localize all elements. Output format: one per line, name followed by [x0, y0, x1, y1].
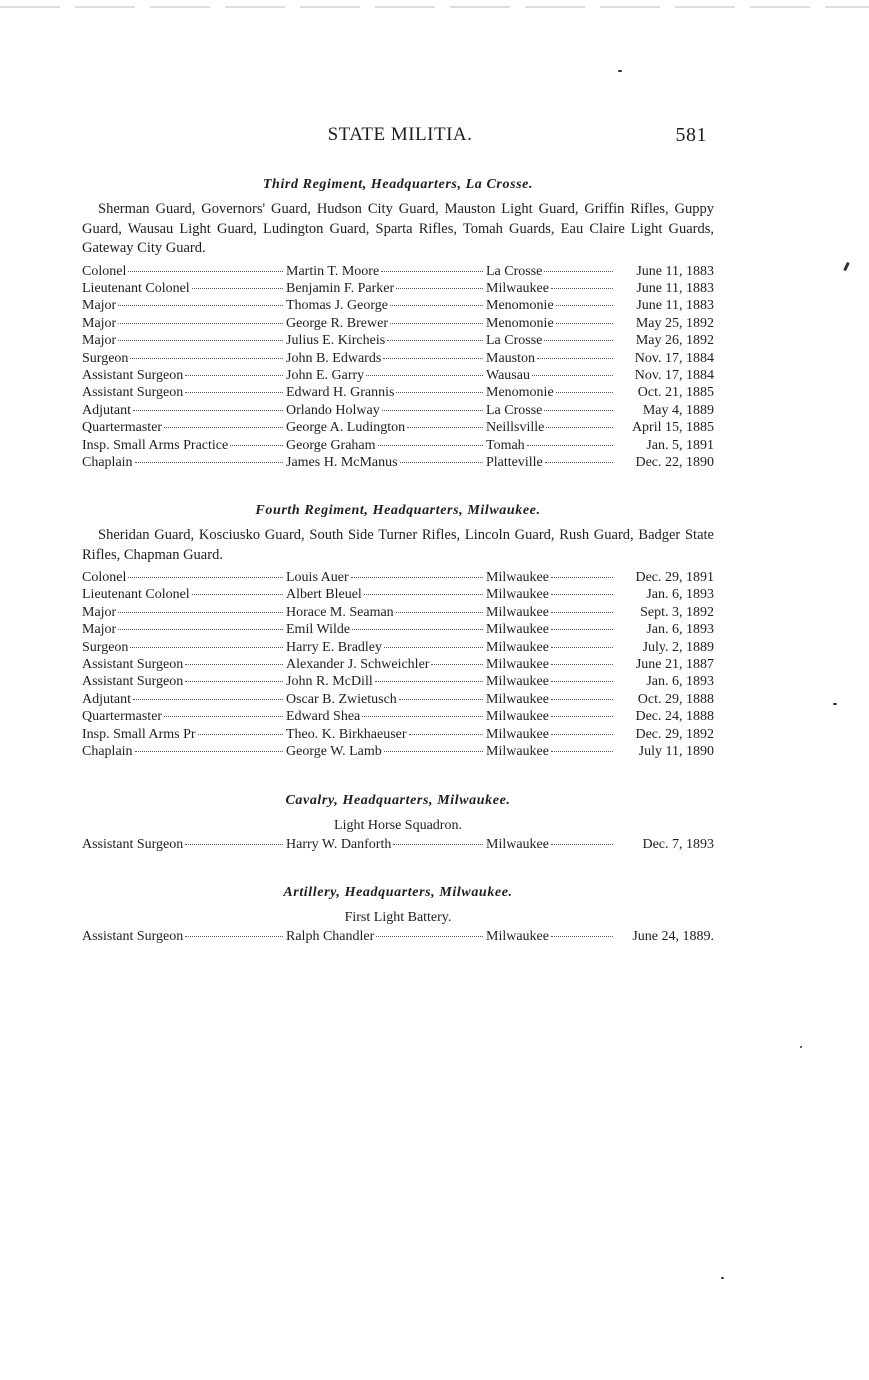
dot-leader: [390, 323, 483, 324]
officer-row: [82, 656, 714, 673]
officer-rank: Colonel: [82, 263, 127, 279]
section-cavalry: [82, 790, 714, 853]
officer-row: [82, 639, 714, 656]
dot-leader: [551, 936, 613, 937]
section-heading: Fourth Regiment, Headquarters, Milwaukee.: [255, 503, 541, 518]
commission-date: Dec. 24, 1888: [635, 709, 714, 725]
officer-row: [82, 419, 714, 436]
officer-residence: Milwaukee: [486, 622, 549, 638]
page-title: STATE MILITIA.: [327, 124, 473, 145]
officer-rank: Major: [82, 604, 117, 620]
section-subheading: First Light Battery.: [344, 910, 452, 925]
officer-residence: La Crosse: [486, 402, 543, 418]
dot-leader: [545, 462, 613, 463]
officer-rank: Lieutenant Colonel: [82, 587, 190, 603]
officer-residence: Menomonie: [486, 385, 554, 401]
officer-row: [82, 928, 714, 945]
commission-date: May 4, 1889: [642, 402, 714, 418]
commission-date: Jan. 6, 1893: [646, 674, 714, 690]
officer-residence: Milwaukee: [486, 709, 549, 725]
commission-date: June 21, 1887: [635, 657, 714, 673]
officer-name: Theo. K. Birkhaeuser: [286, 726, 407, 742]
dot-leader: [544, 340, 613, 341]
dot-leader: [118, 612, 283, 613]
commission-date: Dec. 29, 1891: [635, 570, 714, 585]
dot-leader: [546, 427, 613, 428]
section-subheading: Light Horse Squadron.: [334, 818, 462, 833]
officer-residence: Tomah: [486, 437, 525, 453]
officer-rank: Assistant Surgeon: [82, 929, 184, 944]
officer-rank: Lieutenant Colonel: [82, 280, 190, 296]
dot-leader: [384, 647, 483, 648]
dot-leader: [185, 392, 283, 393]
officer-rank: Adjutant: [82, 691, 131, 707]
companies-list: Sherman Guard, Governors' Guard, Hudson City Guard, Mauston Light Guard, Griffin Rifles, Guppy Guard, Wausau Light Guard, Ludington Guard, Sparta Rifles, Tomah Guards, Eau Claire Light Guards, Gateway City Guard.: [82, 201, 714, 256]
dot-leader: [133, 699, 283, 700]
dot-leader: [556, 305, 613, 306]
dot-leader: [366, 375, 483, 376]
dot-leader: [118, 340, 283, 341]
commission-date: July. 2, 1889: [642, 639, 714, 655]
officer-row: [82, 402, 714, 419]
commission-date: July 11, 1890: [638, 744, 714, 760]
section-third-regiment: [82, 174, 714, 471]
officer-residence: Milwaukee: [486, 604, 549, 620]
dot-leader: [362, 716, 483, 717]
commission-date: May 25, 1892: [635, 315, 714, 331]
officer-residence: La Crosse: [486, 263, 543, 279]
officer-row: [82, 726, 714, 743]
dot-leader: [396, 392, 483, 393]
dot-leader: [396, 612, 483, 613]
officer-name: Ralph Chandler: [286, 929, 375, 944]
dot-leader: [382, 410, 483, 411]
officer-row: [82, 604, 714, 621]
dot-leader: [185, 681, 283, 682]
commission-date: April 15, 1885: [631, 420, 714, 436]
officer-rank: Surgeon: [82, 639, 129, 655]
officer-residence: Milwaukee: [486, 744, 549, 760]
dot-leader: [551, 699, 613, 700]
officer-row: [82, 332, 714, 349]
dot-leader: [130, 647, 283, 648]
officer-name: Edward H. Grannis: [286, 385, 395, 401]
section-heading: Third Regiment, Headquarters, La Crosse.: [262, 177, 534, 192]
dot-leader: [192, 288, 283, 289]
officer-row: [82, 743, 714, 760]
running-header: [0, 124, 869, 150]
officer-name: Horace M. Seaman: [286, 604, 394, 620]
dot-leader: [135, 462, 283, 463]
dot-leader: [409, 734, 483, 735]
officer-name: Harry E. Bradley: [286, 639, 383, 655]
dot-leader: [537, 358, 613, 359]
dot-leader: [551, 288, 613, 289]
officer-name: John B. Edwards: [286, 350, 382, 366]
officer-name: George Graham: [286, 437, 376, 453]
officer-residence: Milwaukee: [486, 929, 549, 944]
commission-date: Jan. 6, 1893: [646, 587, 714, 603]
dot-leader: [364, 594, 483, 595]
dot-leader: [527, 445, 613, 446]
officer-residence: Milwaukee: [486, 691, 549, 707]
companies-list: Sheridan Guard, Kosciusko Guard, South Side Turner Rifles, Lincoln Guard, Rush Guard, Badger State Rifles, Chapman Guard.: [82, 527, 714, 563]
officer-name: George W. Lamb: [286, 744, 382, 760]
commission-date: June 11, 1883: [636, 298, 714, 314]
officer-residence: Milwaukee: [486, 674, 549, 690]
scan-speck: [833, 703, 837, 705]
officer-row: [82, 280, 714, 297]
officer-residence: Milwaukee: [486, 639, 549, 655]
dot-leader: [390, 305, 483, 306]
page-top-edge: [0, 6, 869, 8]
dot-leader: [133, 410, 283, 411]
officer-name: Albert Bleuel: [286, 587, 362, 603]
officer-row: [82, 708, 714, 725]
dot-leader: [198, 734, 283, 735]
dot-leader: [351, 577, 483, 578]
dot-leader: [381, 271, 483, 272]
officer-rows: [82, 569, 714, 760]
dot-leader: [185, 844, 283, 845]
dot-leader: [387, 340, 483, 341]
commission-date: Dec. 22, 1890: [635, 454, 714, 470]
officer-rank: Chaplain: [82, 454, 133, 470]
officer-row: [82, 454, 714, 471]
dot-leader: [185, 375, 283, 376]
commission-date: June 11, 1883: [636, 263, 714, 279]
officer-name: Harry W. Danforth: [286, 837, 392, 852]
dot-leader: [378, 445, 483, 446]
officer-table: [82, 569, 714, 760]
dot-leader: [551, 594, 613, 595]
officer-rank: Assistant Surgeon: [82, 385, 184, 401]
commission-date: May 26, 1892: [635, 333, 714, 349]
dot-leader: [118, 305, 283, 306]
dot-leader: [230, 445, 283, 446]
dot-leader: [164, 427, 283, 428]
dot-leader: [551, 716, 613, 717]
officer-residence: Milwaukee: [486, 726, 549, 742]
officer-rank: Assistant Surgeon: [82, 367, 184, 383]
officer-residence: Menomonie: [486, 298, 554, 314]
dot-leader: [551, 844, 613, 845]
dot-leader: [396, 288, 483, 289]
commission-date: Dec. 7, 1893: [642, 837, 714, 852]
officer-row: [82, 836, 714, 853]
officer-name: Benjamin F. Parker: [286, 280, 395, 296]
officer-residence: Neillsville: [486, 420, 545, 436]
commission-date: Jan. 5, 1891: [646, 437, 714, 453]
dot-leader: [556, 323, 613, 324]
dot-leader: [185, 936, 283, 937]
officer-row: [82, 673, 714, 690]
officer-residence: Milwaukee: [486, 280, 549, 296]
dot-leader: [556, 392, 613, 393]
officer-rank: Surgeon: [82, 350, 129, 366]
commission-date: Jan. 6, 1893: [646, 622, 714, 638]
dot-leader: [551, 734, 613, 735]
scan-speck: [618, 70, 622, 72]
commission-date: Nov. 17, 1884: [634, 350, 714, 366]
officer-name: James H. McManus: [286, 454, 398, 470]
officer-residence: Milwaukee: [486, 587, 549, 603]
scan-speck: [800, 1046, 802, 1048]
officer-residence: Milwaukee: [486, 570, 549, 585]
officer-row: [82, 621, 714, 638]
officer-name: Oscar B. Zwietusch: [286, 691, 397, 707]
officer-table: [82, 928, 714, 945]
officer-rank: Quartermaster: [82, 420, 163, 436]
dot-leader: [128, 577, 283, 578]
officer-rank: Chaplain: [82, 744, 133, 760]
dot-leader: [532, 375, 613, 376]
officer-residence: Wausau: [486, 367, 530, 383]
dot-leader: [185, 664, 283, 665]
officer-rank: Insp. Small Arms Pr: [82, 726, 196, 742]
officer-rank: Assistant Surgeon: [82, 674, 184, 690]
officer-residence: Mauston: [486, 350, 535, 366]
dot-leader: [551, 612, 613, 613]
officer-rank: Insp. Small Arms Practice: [82, 437, 229, 453]
dot-leader: [118, 629, 283, 630]
officer-name: John R. McDill: [286, 674, 373, 690]
officer-residence: Milwaukee: [486, 657, 549, 673]
officer-name: George A. Ludington: [286, 420, 406, 436]
dot-leader: [128, 271, 283, 272]
dot-leader: [551, 751, 613, 752]
officer-residence: La Crosse: [486, 333, 543, 349]
commission-date: Oct. 29, 1888: [637, 691, 714, 707]
section-heading: Artillery, Headquarters, Milwaukee.: [283, 885, 513, 900]
officer-rank: Adjutant: [82, 402, 131, 418]
officer-name: Emil Wilde: [286, 622, 351, 638]
officer-rank: Major: [82, 333, 117, 349]
dot-leader: [399, 699, 483, 700]
section-artillery: [82, 882, 714, 945]
scan-speck: [843, 262, 850, 271]
dot-leader: [383, 358, 483, 359]
dot-leader: [400, 462, 483, 463]
dot-leader: [551, 647, 613, 648]
officer-residence: Menomonie: [486, 315, 554, 331]
officer-name: George R. Brewer: [286, 315, 388, 331]
dot-leader: [352, 629, 483, 630]
commission-date: June 11, 1883: [636, 280, 714, 296]
officer-rows: [82, 928, 714, 945]
officer-rows: [82, 263, 714, 472]
commission-date: Oct. 21, 1885: [637, 385, 714, 401]
dot-leader: [376, 936, 483, 937]
dot-leader: [544, 271, 613, 272]
dot-leader: [164, 716, 283, 717]
dot-leader: [551, 629, 613, 630]
officer-row: [82, 263, 714, 280]
officer-rank: Major: [82, 622, 117, 638]
officer-rank: Major: [82, 315, 117, 331]
dot-leader: [375, 681, 483, 682]
dot-leader: [431, 664, 483, 665]
officer-residence: Milwaukee: [486, 837, 549, 852]
officer-name: Thomas J. George: [286, 298, 388, 314]
commission-date: Nov. 17, 1884: [634, 367, 714, 383]
dot-leader: [551, 664, 613, 665]
officer-row: [82, 586, 714, 603]
section-heading: Cavalry, Headquarters, Milwaukee.: [285, 793, 511, 808]
dot-leader: [130, 358, 283, 359]
officer-rank: Assistant Surgeon: [82, 657, 184, 673]
officer-name: Martin T. Moore: [286, 263, 380, 279]
commission-date: Sept. 3, 1892: [640, 604, 714, 620]
officer-row: [82, 569, 714, 586]
dot-leader: [551, 577, 613, 578]
officer-row: [82, 367, 714, 384]
officer-rank: Quartermaster: [82, 709, 163, 725]
officer-row: [82, 437, 714, 454]
officer-row: [82, 297, 714, 314]
page-number: 581: [675, 124, 707, 146]
commission-date: June 24, 1889.: [632, 929, 714, 944]
officer-table: [82, 836, 714, 853]
scan-speck: [721, 1277, 724, 1279]
officer-table: [82, 263, 714, 472]
dot-leader: [384, 751, 483, 752]
dot-leader: [192, 594, 283, 595]
officer-rank: Assistant Surgeon: [82, 837, 184, 852]
dot-leader: [393, 844, 483, 845]
commission-date: Dec. 29, 1892: [635, 726, 714, 742]
dot-leader: [544, 410, 613, 411]
officer-row: [82, 315, 714, 332]
dot-leader: [118, 323, 283, 324]
officer-rows: [82, 836, 714, 853]
officer-row: [82, 384, 714, 401]
dot-leader: [551, 681, 613, 682]
officer-name: Orlando Holway: [286, 402, 380, 418]
officer-row: [82, 691, 714, 708]
officer-name: Julius E. Kircheis: [286, 333, 386, 349]
officer-name: Louis Auer: [286, 570, 349, 585]
officer-rank: Colonel: [82, 570, 127, 585]
officer-rank: Major: [82, 298, 117, 314]
officer-name: Edward Shea: [286, 709, 361, 725]
section-fourth-regiment: [82, 500, 714, 760]
officer-name: Alexander J. Schweichler: [286, 657, 430, 673]
dot-leader: [407, 427, 483, 428]
officer-row: [82, 350, 714, 367]
officer-name: John E. Garry: [286, 367, 365, 383]
dot-leader: [135, 751, 283, 752]
officer-residence: Platteville: [486, 454, 543, 470]
